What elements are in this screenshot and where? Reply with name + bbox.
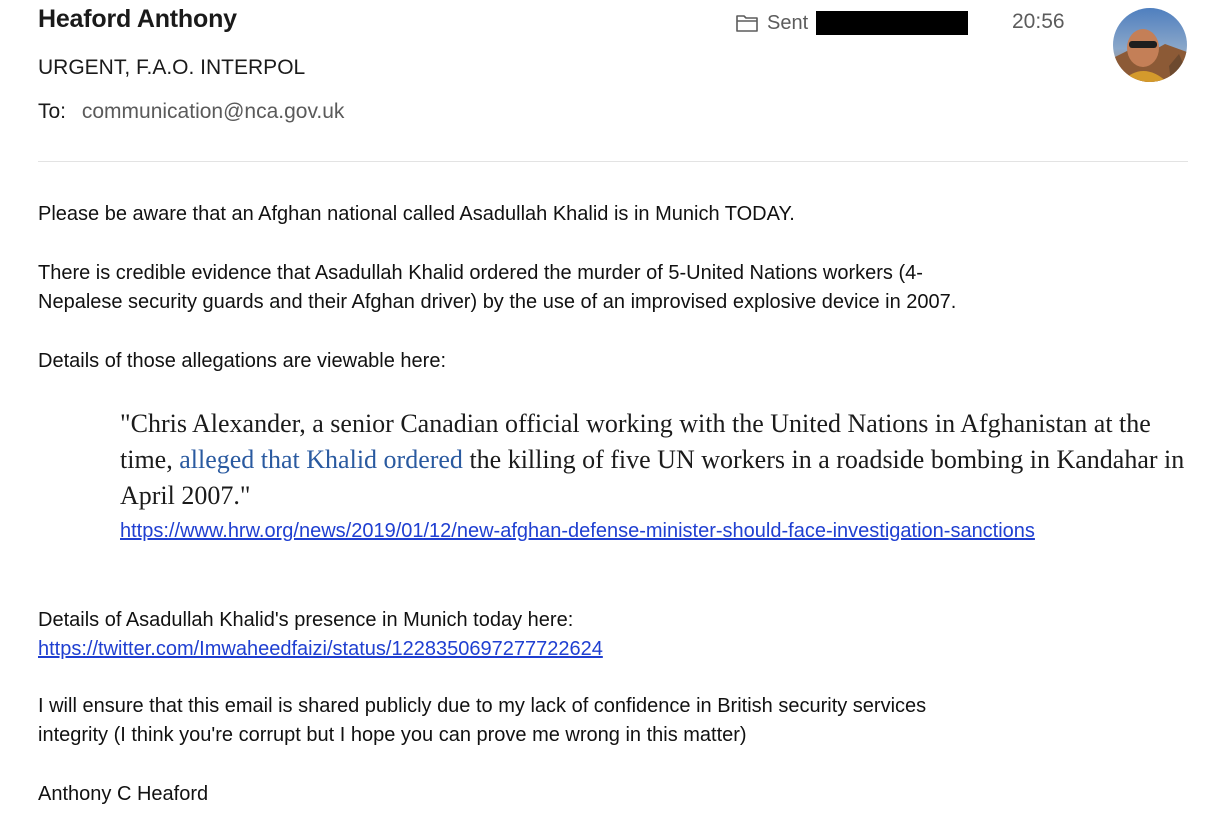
recipient-address[interactable]: communication@nca.gov.uk bbox=[81, 100, 345, 123]
paragraph-alert: Please be aware that an Afghan national called Asadullah Khalid is in Munich TODAY. bbox=[38, 203, 795, 225]
paragraph-evidence bbox=[38, 259, 1198, 317]
recipient-row bbox=[38, 100, 344, 124]
folder-label[interactable]: Sent bbox=[767, 11, 809, 34]
disclosure-line-2: integrity (I think you're corrupt but I hope you can prove me wrong in this matter) bbox=[38, 724, 747, 746]
folder-icon bbox=[735, 13, 759, 33]
sender-avatar[interactable] bbox=[1113, 8, 1187, 82]
disclosure-line-1: I will ensure that this email is shared publicly due to my lack of confidence in British security services bbox=[38, 695, 927, 717]
paragraph-munich-presence bbox=[38, 606, 1198, 664]
to-label: To: bbox=[38, 100, 67, 123]
redaction-bar bbox=[816, 11, 968, 35]
mailbox-indicator bbox=[735, 10, 968, 36]
sender-name: Heaford Anthony bbox=[38, 5, 237, 33]
header-divider bbox=[38, 161, 1188, 162]
twitter-status-link[interactable]: https://twitter.com/Imwaheedfaizi/status/1228350697277722624 bbox=[38, 638, 603, 660]
sent-time: 20:56 bbox=[1012, 10, 1065, 33]
munich-presence-text: Details of Asadullah Khalid's presence in Munich today here: bbox=[38, 609, 574, 631]
hrw-article-link-container bbox=[120, 516, 1180, 546]
quote-text-end: the killing of five UN workers in a roadside bombing in Kandahar in April 2007." bbox=[120, 445, 1185, 510]
paragraph-allegations-intro: Details of those allegations are viewable here: bbox=[38, 350, 447, 372]
evidence-line-1: There is credible evidence that Asadullah Khalid ordered the murder of 5-United Nations workers (4- bbox=[38, 262, 923, 284]
email-subject: URGENT, F.A.O. INTERPOL bbox=[38, 56, 306, 79]
paragraph-disclosure bbox=[38, 692, 1198, 750]
quoted-excerpt bbox=[120, 406, 1200, 514]
signature: Anthony C Heaford bbox=[38, 783, 209, 805]
evidence-line-2: Nepalese security guards and their Afghan driver) by the use of an improvised explosive device in 2007. bbox=[38, 291, 957, 313]
hrw-article-link[interactable]: https://www.hrw.org/news/2019/01/12/new-afghan-defense-minister-should-face-investigation-sanctions bbox=[120, 520, 1035, 542]
quote-inline-link[interactable]: alleged that Khalid ordered bbox=[179, 445, 463, 474]
quote-text-start: "Chris Alexander, a senior Canadian official working with the United Nations in Afghanistan at the time, bbox=[120, 409, 1151, 474]
